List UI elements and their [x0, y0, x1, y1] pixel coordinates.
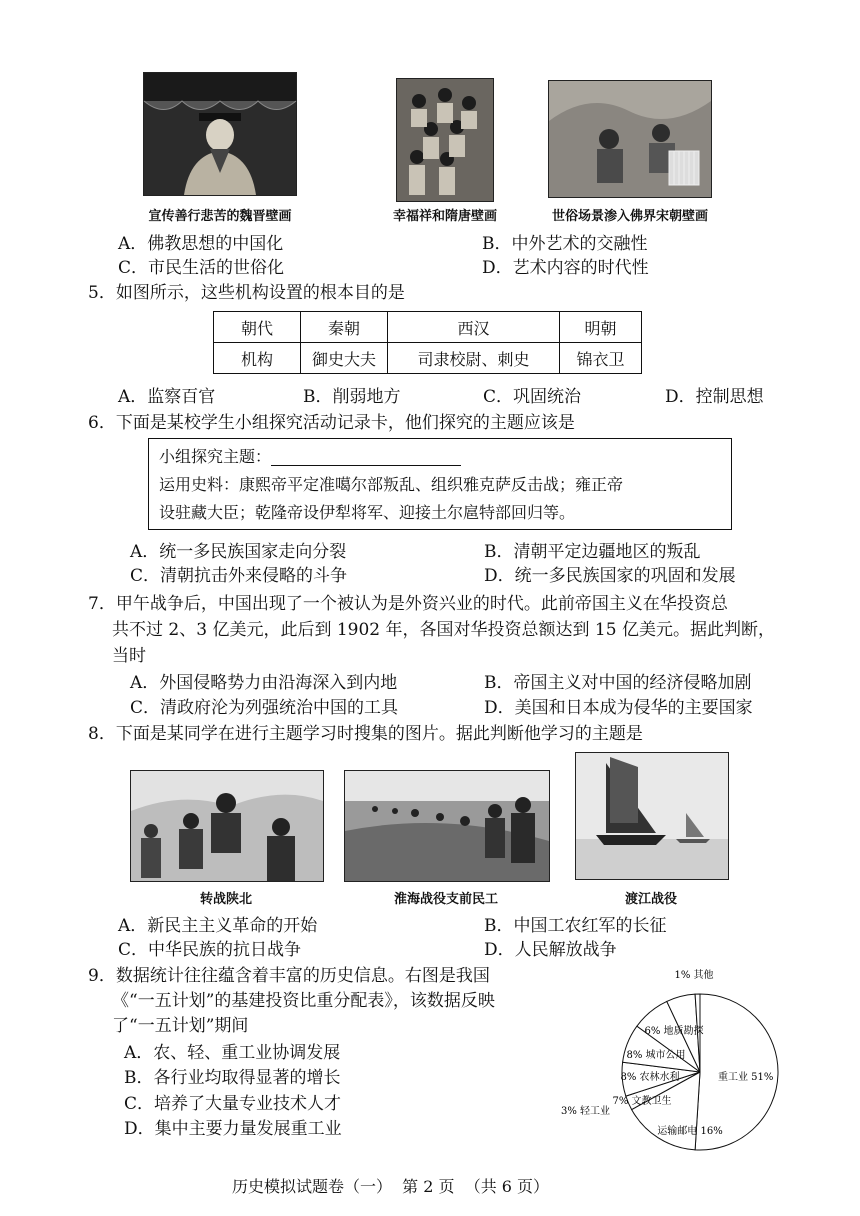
q5-option-a[interactable]: A．监察百官 — [118, 387, 216, 407]
photo-drawing — [576, 753, 728, 879]
table-row — [214, 312, 642, 343]
q5-stem: 5．如图所示，这些机构设置的根本目的是 — [88, 283, 405, 303]
caption-sui-tang: 幸福祥和隋唐壁画 — [392, 209, 497, 224]
caption-huaihai: 淮海战役支前民工 — [393, 892, 498, 907]
q9-stem-line2: 《“一五计划”的基建投资比重分配表》，该数据反映 — [112, 991, 495, 1011]
pie-slice-label: 1% 其他 — [674, 970, 714, 981]
mural-scene-drawing — [549, 81, 711, 197]
table-cell: 锦衣卫 — [560, 343, 642, 374]
q8-option-b[interactable]: B．中国工农红军的长征 — [484, 916, 667, 936]
q7-stem-line1: 7．甲午战争后，中国出现了一个被认为是外资兴业的时代。此前帝国主义在华投资总 — [88, 594, 728, 614]
q9-option-a[interactable]: A．农、轻、重工业协调发展 — [124, 1043, 341, 1063]
table-cell: 御史大夫 — [301, 343, 388, 374]
caption-song: 世俗场景渗入佛界宋朝壁画 — [551, 209, 708, 224]
q6-option-d[interactable]: D．统一多民族国家的巩固和发展 — [484, 566, 736, 586]
q8-option-c[interactable]: C．中华民族的抗日战争 — [118, 940, 302, 960]
q5-institution-table — [213, 311, 642, 374]
table-cell: 机构 — [214, 343, 301, 374]
q4-option-d[interactable]: D．艺术内容的时代性 — [482, 258, 649, 278]
page-footer: 历史模拟试题卷（一） 第 2 页 （共 6 页） — [232, 1177, 550, 1196]
pie-slice-label: 重工业 51% — [718, 1072, 774, 1083]
q6-option-c[interactable]: C．清朝抗击外来侵略的斗争 — [130, 566, 348, 586]
q5-option-c[interactable]: C．巩固统治 — [483, 387, 582, 407]
q8-option-d[interactable]: D．人民解放战争 — [484, 940, 617, 960]
q4-option-b[interactable]: B．中外艺术的交融性 — [482, 234, 648, 254]
investment-pie-chart — [560, 962, 810, 1162]
table-cell: 朝代 — [214, 312, 301, 343]
photo-drawing — [131, 771, 323, 881]
card-topic-blank[interactable] — [271, 449, 461, 466]
q7-stem-line2: 共不过 2、3 亿美元，此后到 1902 年，各国对华投资总额达到 15 亿美元。据此判断， — [112, 620, 775, 640]
pie-slice-label: 6% 地质勘探 — [644, 1026, 704, 1037]
q6-option-a[interactable]: A．统一多民族国家走向分裂 — [130, 542, 347, 562]
q7-option-a[interactable]: A．外国侵略势力由沿海深入到内地 — [130, 673, 398, 693]
pie-slice-label: 运输邮电 16% — [657, 1126, 723, 1137]
card-line-2: 设驻藏大臣；乾隆帝设伊犁将军、迎接土尔扈特部回归等。 — [159, 503, 576, 522]
q6-option-b[interactable]: B．清朝平定边疆地区的叛乱 — [484, 542, 701, 562]
caption-northern-shaanxi: 转战陕北 — [199, 892, 252, 907]
pie-slice-label: 3% 轻工业 — [560, 1106, 610, 1117]
caption-river-crossing: 渡江战役 — [624, 892, 677, 907]
card-topic-line — [159, 443, 721, 471]
table-cell: 西汉 — [388, 312, 560, 343]
q7-stem-line3: 当时 — [112, 646, 146, 666]
table-cell: 明朝 — [560, 312, 642, 343]
table-cell: 秦朝 — [301, 312, 388, 343]
q6-record-card — [148, 438, 732, 530]
photo-drawing — [345, 771, 549, 881]
q9-stem-line1: 9．数据统计往往蕴含着丰富的历史信息。右图是我国 — [88, 966, 490, 986]
q9-option-c[interactable]: C．培养了大量专业技术人才 — [124, 1094, 342, 1114]
table-cell: 司隶校尉、刺史 — [388, 343, 560, 374]
image-huaihai-laborers — [344, 770, 550, 882]
q7-option-d[interactable]: D．美国和日本成为侵华的主要国家 — [484, 698, 753, 718]
pie-slice-label: 7% 文教卫生 — [612, 1096, 672, 1107]
caption-wei-jin: 宣传善行悲苦的魏晋壁画 — [148, 209, 292, 224]
q8-stem: 8．下面是某同学在进行主题学习时搜集的图片。据此判断他学习的主题是 — [88, 724, 643, 744]
image-river-crossing — [575, 752, 729, 880]
q4-option-c[interactable]: C．市民生活的世俗化 — [118, 258, 285, 278]
image-sui-tang-mural — [396, 78, 494, 202]
q5-option-d[interactable]: D．控制思想 — [665, 387, 764, 407]
image-wei-jin-mural — [143, 72, 297, 196]
q4-option-a[interactable]: A．佛教思想的中国化 — [118, 234, 284, 254]
q7-option-c[interactable]: C．清政府沦为列强统治中国的工具 — [130, 698, 399, 718]
image-song-mural — [548, 80, 712, 198]
pie-slice-label: 8% 城市公用 — [626, 1050, 686, 1061]
table-row — [214, 343, 642, 374]
q9-option-b[interactable]: B．各行业均取得显著的增长 — [124, 1068, 341, 1088]
pie-slice-label: 8% 农林水利 — [620, 1072, 680, 1083]
q9-stem-line3: 了“一五计划”期间 — [112, 1016, 249, 1036]
card-line-1: 运用史料：康熙帝平定准噶尔部叛乱、组织雅克萨反击战；雍正帝 — [159, 475, 624, 494]
q5-option-b[interactable]: B．削弱地方 — [303, 387, 401, 407]
q7-option-b[interactable]: B．帝国主义对中国的经济侵略加剧 — [484, 673, 752, 693]
q8-option-a[interactable]: A．新民主主义革命的开始 — [118, 916, 318, 936]
q9-option-d[interactable]: D．集中主要力量发展重工业 — [124, 1119, 342, 1139]
image-northern-shaanxi — [130, 770, 324, 882]
mural-group-drawing — [397, 79, 493, 201]
card-topic-label: 小组探究主题： — [159, 447, 272, 466]
mural-figure-drawing — [144, 73, 296, 195]
q6-stem: 6．下面是某校学生小组探究活动记录卡，他们探究的主题应该是 — [88, 413, 575, 433]
